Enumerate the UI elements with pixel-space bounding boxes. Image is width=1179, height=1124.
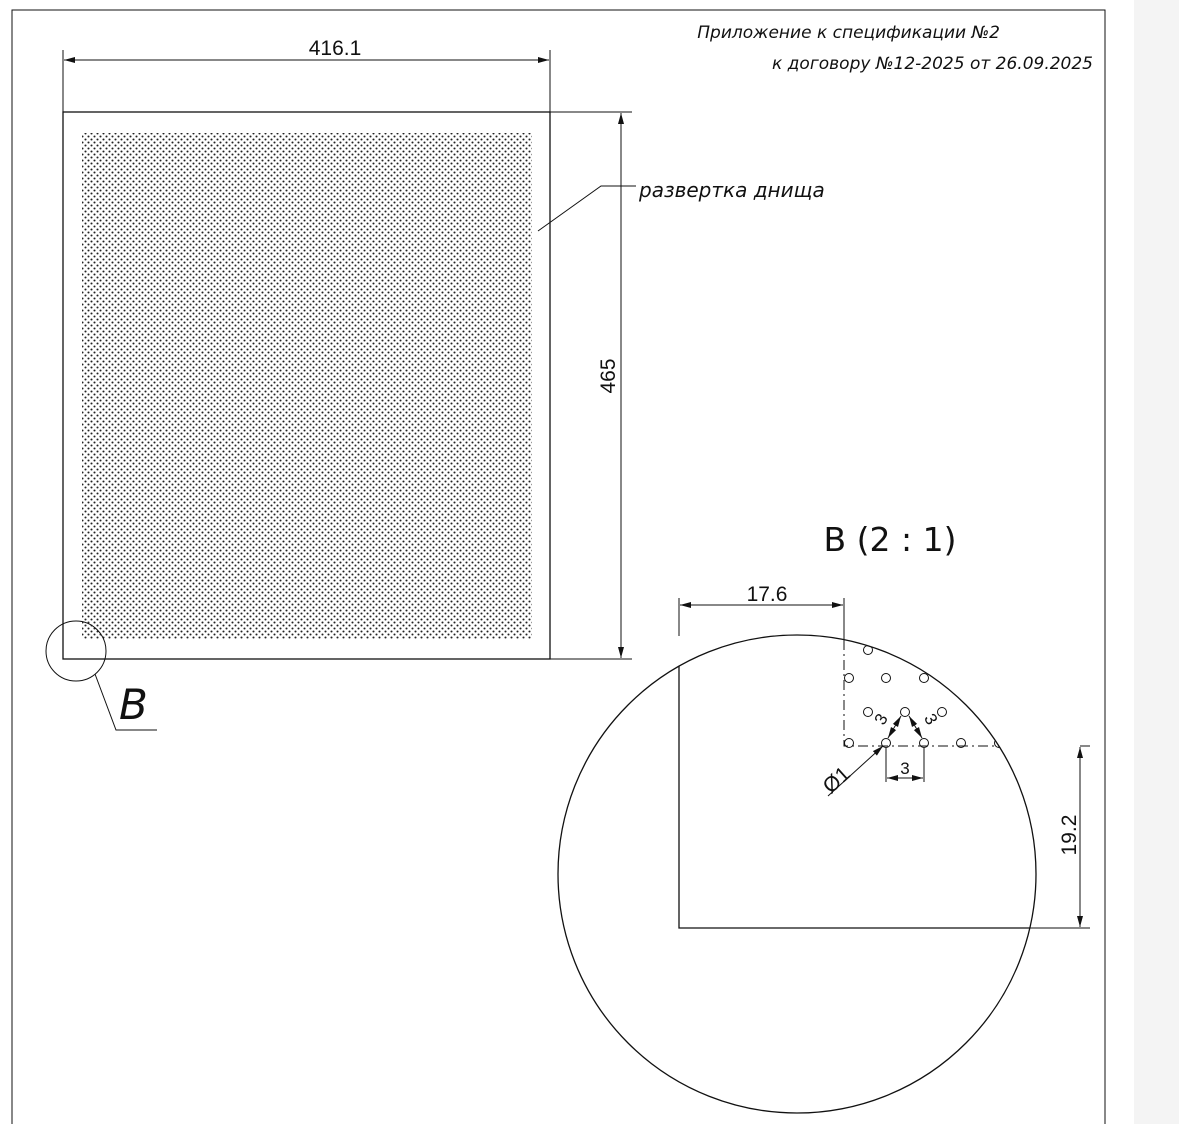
- hole-diameter: Ø1: [818, 762, 855, 799]
- callout-circle: [46, 621, 106, 681]
- hole: [882, 674, 891, 683]
- hole: [864, 646, 873, 655]
- width-dim-value: 416.1: [308, 37, 362, 60]
- header-line-2: к договору №12-2025 от 26.09.2025: [772, 54, 1093, 74]
- detail-dim-y-value: 19.2: [1058, 814, 1081, 856]
- detail-blank-corner: [679, 600, 1100, 928]
- height-dim-value: 465: [597, 358, 620, 394]
- detail-dim-y: [1030, 746, 1090, 928]
- right-scroll-gutter: [1134, 0, 1179, 1124]
- detail-holes: [845, 646, 1004, 748]
- perforated-area: [82, 133, 532, 639]
- pitch-diag-left: 3: [870, 710, 892, 729]
- detail-dim-x: [679, 583, 844, 640]
- pitch-horizontal: 3: [900, 759, 910, 778]
- detail-title: B (2 : 1): [823, 520, 957, 559]
- pitch-diag-right: 3: [920, 710, 942, 729]
- blank-leader: [538, 178, 825, 231]
- hole: [901, 708, 910, 717]
- hole: [845, 674, 854, 683]
- hole: [957, 674, 966, 683]
- perforation-boundary: [844, 640, 1080, 746]
- width-dimension: [63, 37, 550, 112]
- bottom-sheet-blank: [63, 112, 550, 659]
- detail-circle: [558, 635, 1036, 1113]
- hole-diameter-leader: [819, 746, 883, 798]
- leader-label: развертка днища: [639, 178, 825, 202]
- hole: [845, 739, 854, 748]
- hole: [976, 708, 985, 717]
- hole: [864, 708, 873, 717]
- detail-view: [558, 583, 1100, 1113]
- height-dimension: [550, 112, 632, 659]
- hole: [920, 674, 929, 683]
- callout-label: B: [119, 680, 148, 729]
- detail-dim-x-value: 17.6: [746, 583, 788, 606]
- header-line-1: Приложение к спецификации №2: [697, 23, 1000, 43]
